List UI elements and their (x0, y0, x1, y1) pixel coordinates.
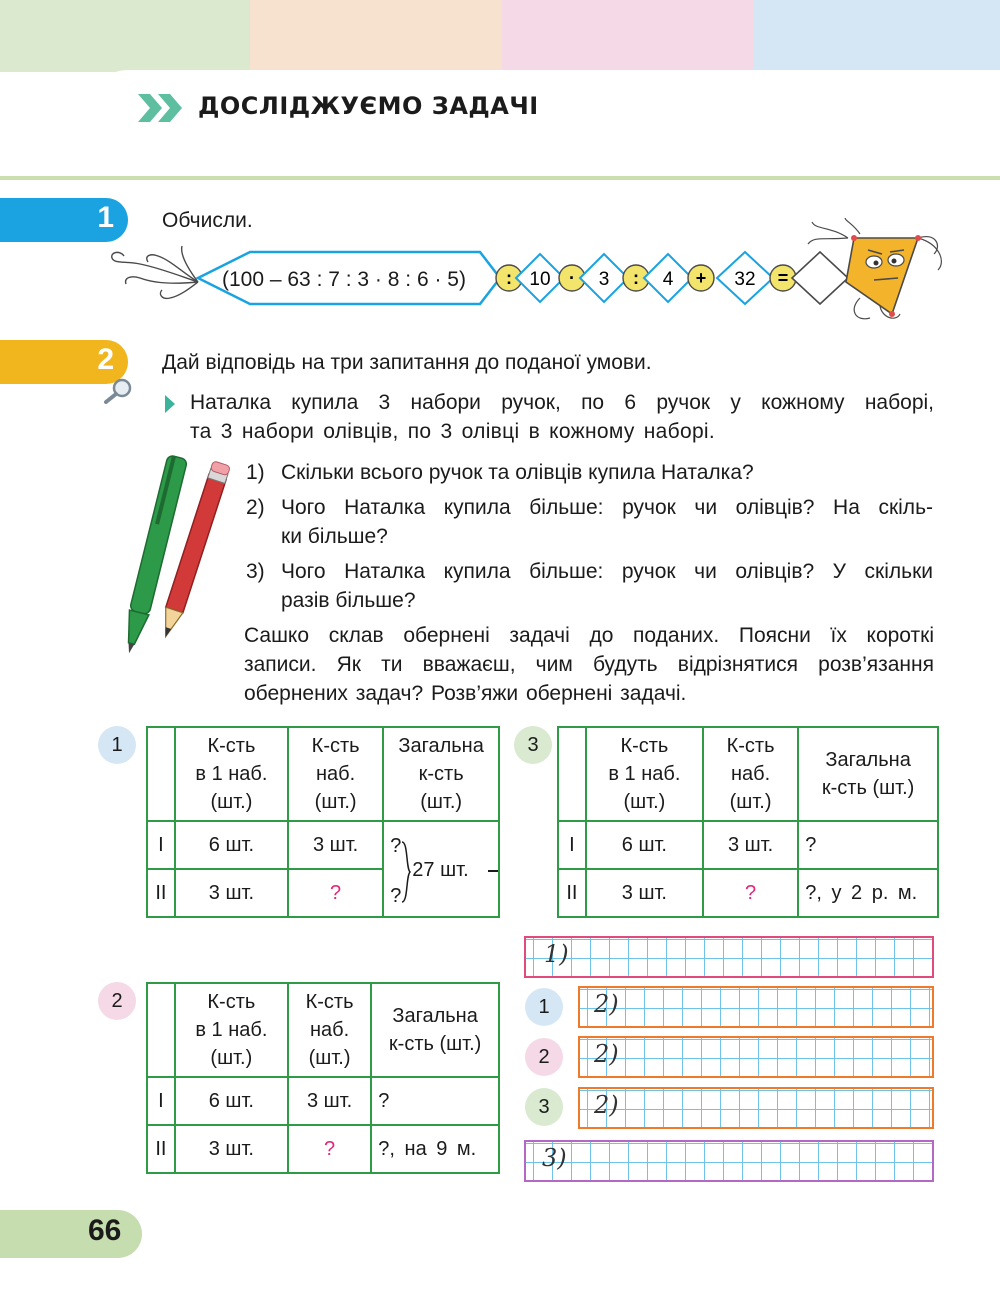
answer-strip-1 (524, 936, 934, 978)
chain-value-2 (580, 254, 628, 302)
question-2-number: 2) (246, 496, 265, 519)
table-2: К-сть в 1 наб. (шт.) К-сть наб. (шт.) Загальна к-сть (шт.) I 6 шт. 3 шт. ? II 3 шт. ? ?, на 9 м. (146, 982, 500, 1174)
svg-text:4: 4 (662, 269, 674, 290)
answer-strip-3-label: 2 (525, 1038, 563, 1076)
magnifier-icon (102, 376, 134, 404)
table-row: I 6 шт. 3 шт. ? ? 27 шт. (147, 821, 499, 869)
svg-text::: : (633, 268, 639, 288)
page-number: 66 (88, 1214, 122, 1247)
header-rule (0, 176, 1000, 180)
answer-strip-2-label: 1 (525, 988, 563, 1026)
chain-value-4 (717, 252, 773, 304)
chain-op-4 (688, 265, 714, 291)
answer-strip-4-mark: 2) (594, 1091, 619, 1119)
top-strip-green (0, 0, 250, 72)
answer-strip-4 (578, 1087, 934, 1129)
answer-strip-5-mark: 3) (542, 1144, 567, 1172)
answer-strip-3 (578, 1036, 934, 1078)
answer-strip-3-mark: 2) (594, 1040, 619, 1068)
svg-text::: : (506, 268, 512, 288)
paragraph-line-3: обернених задач? Розв’яжи обернені задачі. (244, 682, 687, 705)
svg-text:=: = (777, 268, 789, 288)
chain-answer-box (792, 252, 848, 304)
table-3-label: 3 (514, 726, 552, 764)
calculation-chain (100, 218, 950, 328)
table-row: II 3 шт. ? (147, 869, 499, 917)
question-1-line-1: Скільки всього ручок та олівців купила Наталка? (281, 461, 754, 484)
top-strip-blue (754, 0, 1000, 72)
top-strip-pink (502, 0, 754, 72)
task-1-number: 1 (97, 201, 114, 234)
question-2-line-1: Чого Наталка купила більше: ручок чи олівців? На скіль- (281, 496, 933, 519)
svg-text:+: + (695, 268, 707, 288)
svg-text:·: · (569, 268, 575, 288)
question-2-line-2: ки більше? (281, 525, 388, 548)
answer-strip-1-mark: 1) (544, 940, 569, 968)
answer-strip-2-mark: 2) (594, 990, 619, 1018)
table-row: II 3 шт. ? ?, у 2 р. м. (558, 869, 938, 917)
condition-line-2: та 3 набори олівців, по 3 олівці в кожному наборі. (190, 420, 716, 443)
header-card (88, 70, 1000, 180)
task-1-instruction: Обчисли. (162, 209, 253, 232)
svg-text:32: 32 (734, 269, 756, 290)
pen-and-pencil-illustration (100, 452, 230, 667)
section-title: ДОСЛІДЖУЄМО ЗАДАЧІ (198, 92, 539, 120)
paragraph-line-1: Сашко склав обернені задачі до поданих. Поясни їх короткі (244, 624, 934, 647)
top-strip-peach (250, 0, 502, 72)
question-1-number: 1) (246, 461, 265, 484)
task-2-instruction: Дай відповідь на три запитання до поданої умови. (162, 351, 652, 374)
svg-text:10: 10 (529, 269, 551, 290)
answer-strip-4-label: 3 (525, 1088, 563, 1126)
kite-tail-swirl (112, 246, 198, 298)
chain-value-3 (644, 254, 692, 302)
table-1-label: 1 (98, 726, 136, 764)
brace-icon (400, 840, 412, 904)
table-1-total-cell: ? ? 27 шт. (383, 821, 499, 917)
table-1-head-per-set: К-сть в 1 наб. (шт.) (175, 727, 288, 821)
table-1 (146, 726, 500, 918)
question-3-line-2: разів більше? (281, 589, 416, 612)
task-2-number: 2 (97, 343, 114, 376)
expression-text: (100 – 63 : 7 : 3 · 8 : 6 · 5) (222, 268, 466, 291)
table-1-head-sets: К-сть наб. (шт.) (288, 727, 383, 821)
table-1-corner (147, 727, 175, 821)
svg-text:3: 3 (598, 269, 610, 290)
question-3-line-1: Чого Наталка купила більше: ручок чи олівців? У скільки (281, 560, 933, 583)
question-3-number: 3) (246, 560, 265, 583)
condition-line-1: Наталка купила 3 набори ручок, по 6 ручок у кожному наборі, (190, 391, 934, 414)
double-chevron-icon (136, 92, 188, 124)
table-1-head-total: Загальна к-сть (шт.) (383, 727, 499, 821)
table-row: II 3 шт. ? ?, на 9 м. (147, 1125, 499, 1173)
answer-strip-2 (578, 986, 934, 1028)
condition-arrow-icon (163, 393, 177, 415)
table-3: К-сть в 1 наб. (шт.) К-сть наб. (шт.) Загальна к-сть (шт.) I 6 шт. 3 шт. ? II 3 шт. ? ?, у 2 р. м. (557, 726, 939, 918)
table-2-label: 2 (98, 982, 136, 1020)
table-1-combined: 27 шт. (412, 859, 469, 881)
answer-strip-5 (524, 1140, 934, 1182)
paragraph-line-2: записи. Як ти вважаєш, чим будуть відрізнятися розв’язання (244, 653, 934, 676)
table-row: I 6 шт. 3 шт. ? (558, 821, 938, 869)
chain-value-1 (516, 254, 564, 302)
table-row: I 6 шт. 3 шт. ? (147, 1077, 499, 1125)
